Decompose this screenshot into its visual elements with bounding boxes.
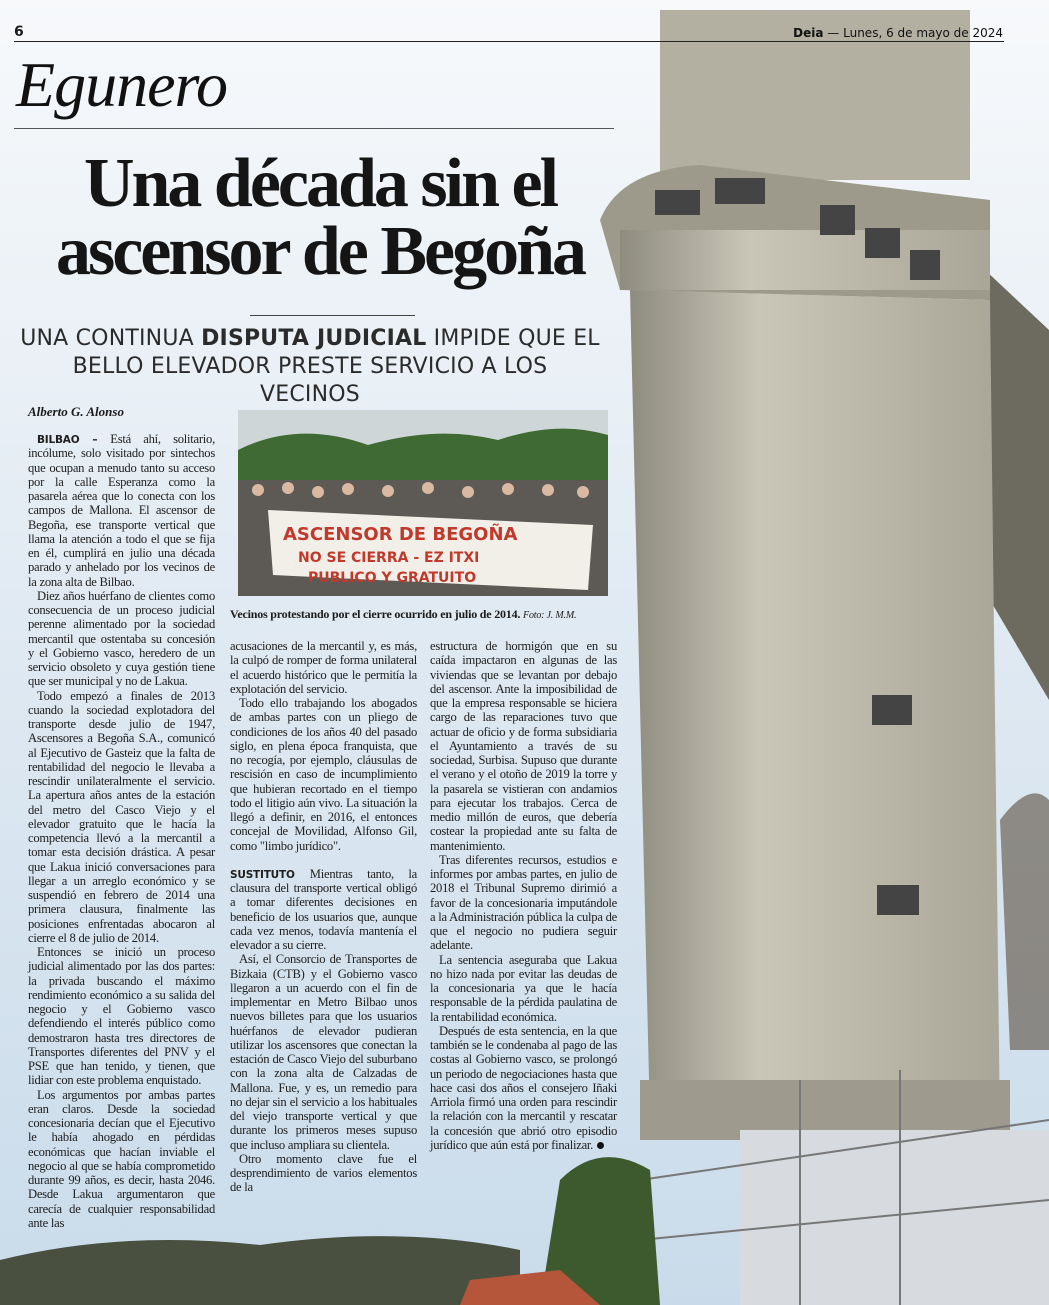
- photo-caption: [230, 607, 576, 622]
- paragraph-text: Otro momento clave fue el desprendimiento de varios elementos de la: [230, 1151, 417, 1195]
- paragraph-text: acusaciones de la mercantil y, es más, la culpó de romper de forma unilateral el acuerdo histórico que le permitía la explotación del servicio.: [230, 639, 417, 696]
- masthead-separator: —: [823, 26, 844, 40]
- article-paragraph: [430, 953, 617, 1024]
- protest-photo: [238, 410, 608, 596]
- banner-text: ASCENSOR DE BEGOÑA: [283, 524, 518, 545]
- article-paragraph: [430, 1024, 617, 1152]
- caption-text: Vecinos protestando por el cierre ocurrido en julio de 2014.: [230, 607, 521, 621]
- paragraph-text: Después de esta sentencia, en la que también se le condenaba al pago de las costas al Gobierno vasco, se prolongó un periodo de negociaciones hasta que hace casi dos años el consejero Iñaki Arriola firmó una orden para rescindir la relación con la mercantil y rescatar la concesión que abrió otro episodio jurídico que aún está por finalizar.: [430, 1023, 617, 1152]
- photo-credit: Foto: J. M.M.: [523, 610, 577, 621]
- article-paragraph: [230, 1152, 417, 1195]
- article-paragraph: [430, 639, 617, 853]
- byline: Alberto G. Alonso: [28, 404, 124, 419]
- paragraph-text: Entonces se inició un proceso judicial alimentado por las dos partes: la privada buscando el máximo rendimiento económico a su salida del negocio y el Gobierno vasco defendiendo el interés público como demostraron hasta tres directores de Transportes diferentes del PNV y el PSE que han tenido, y tienen, que lidiar con este problema enquistado.: [28, 945, 215, 1088]
- end-of-article-mark: [597, 1142, 604, 1149]
- article-paragraph: [28, 945, 215, 1088]
- paragraph-lead: SUSTITUTO: [230, 868, 310, 881]
- paragraph-text: La sentencia aseguraba que Lakua no hizo nada por evitar las deudas de la concesionaria ya que le hacía responsable de la pérdida paulatina de la rentabilidad económica.: [430, 952, 617, 1024]
- paragraph-text: Diez años huérfano de clientes como consecuencia de un proceso judicial perenne alimentado por la sociedad mercantil que ostentaba su concesión y el Gobierno vasco, heredero de un servicio obsoleto y cuya gestión tiene que ser municipal y no de Lakua.: [28, 588, 215, 689]
- paragraph-text: Todo ello trabajando los abogados de ambas partes con un pliego de condiciones de los años 40 del pasado siglo, en plena época franquista, que no recogía, por ejemplo, cláusulas de rescisión en caso de incumplimiento que hubieran recortado en el tiempo todo el litigio aún vivo. La situación la llegó a definir, en 2016, el entonces concejal de Movilidad, Alfonso Gil, como "limbo jurídico".: [230, 696, 417, 853]
- article-paragraph: [28, 689, 215, 946]
- publication-date: Lunes, 6 de mayo de 2024: [843, 26, 1003, 40]
- article-paragraph: [230, 952, 417, 1152]
- paragraph-text: Mientras tanto, la clausura del transporte vertical obligó a tomar diferentes decisiones en beneficio de los usuarios que, aunque cada vez menos, todavía mantenía el elevador a su cierre.: [230, 866, 418, 952]
- article-paragraph: [28, 589, 215, 689]
- article-column-2: [230, 639, 417, 1195]
- article-paragraph: [28, 1088, 215, 1231]
- article-column-3: [430, 639, 617, 1152]
- paragraph-text: Todo empezó a finales de 2013 cuando la sociedad explotadora del transporte desde julio de 1947, Ascensores a Begoña S.A., comunicó al Ejecutivo de Gasteiz que la falta de rentabilidad del negocio le llevaba a rescindir unilateralmente el servicio. La apertura años antes de la estación del metro del Casco Viejo y el elevador gratuito que le hacía la competencia llevó a la mercantil a tomar esta decisión drástica. A pesar que Lakua inició conversaciones para llegar a un arreglo económico y se suspendió en febrero de 2014 una primera clausura, finalmente las posiciones enfrentadas abocaron al cierre el 8 de julio de 2014.: [28, 688, 215, 945]
- article-paragraph: [28, 432, 215, 589]
- paragraph-text: Así, el Consorcio de Transportes de Bizkaia (CTB) y el Gobierno vasco llegaron a un acuerdo con el fin de implementar en Metro Bilbao unos nuevos billetes para que los usuarios huérfanos de elevador pudieran utilizar los ascensores que conectan la estación de Casco Viejo del suburbano con la zona alta de Calzadas de Mallona. Fue, y es, un remedio para no dejar sin el servicio a los habituales del viejo transporte vertical y que durante los primeros meses supuso que incluso ampliara su clientela.: [230, 952, 417, 1152]
- masthead: [793, 26, 1003, 40]
- svg-text:NO SE CIERRA - EZ ITXI: NO SE CIERRA - EZ ITXI: [298, 550, 480, 566]
- article-paragraph: [230, 639, 417, 696]
- subtitle-emphasis: DISPUTA JUDICIAL: [201, 326, 427, 351]
- page-number: 6: [14, 24, 24, 40]
- section-title: Egunero: [16, 49, 228, 120]
- article-paragraph: [230, 696, 417, 853]
- section-rule: [14, 128, 614, 129]
- subtitle-part: IMPIDE QUE EL BELLO ELEVADOR PRESTE SERVICIO A LOS VECINOS: [72, 326, 600, 407]
- paragraph-text: estructura de hormigón que en su caída impactaron en algunas de las viviendas que se levantan por debajo del ascensor. Ante la imposibilidad de que la empresa responsable se hiciera cargo de las reparaciones tuvo que actuar de oficio y de forma subsidiaria el Ayuntamiento a través de su sociedad, Surbisa. Supuso que durante el verano y el otoño de 2019 la torre y la pasarela se vistieran con andamios para ejecutar los trabajos. Cerca de medio millón de euros, que debería costear la propiedad ante su falta de mantenimiento.: [430, 639, 617, 853]
- svg-text:PUBLICO Y GRATUITO: PUBLICO Y GRATUITO: [308, 570, 477, 586]
- paragraph-text: Tras diferentes recursos, estudios e informes por ambas partes, en julio de 2018 el Tribunal Supremo dirimió a favor de la concesionaria imputándole a la Administración pública la culpa de que el negocio no pudiera seguir adelante.: [430, 852, 617, 953]
- paragraph-text: Los argumentos por ambas partes eran claros. Desde la sociedad concesionaria decían que el Ejecutivo le había ahogado en pérdidas económicas que hacían inviable el negocio al que se había comprometido durante 99 años, es decir, hasta 2046. Desde Lakua argumentaron que carecía de cualquier responsabilidad ante las: [28, 1087, 215, 1230]
- headline-rule: [250, 315, 415, 316]
- article-column-1: [28, 432, 215, 1230]
- headline: Una década sin el ascensor de Begoña: [55, 145, 585, 290]
- paragraph-text: Está ahí, solitario, incólume, solo visitado por sintechos que ocupan a menudo tanto su acceso por la calle Esperanza como la pasarela aérea que lo conecta con los campos de Mallona. El ascensor de Begoña, ese transporte vertical que llama la atención a todo el que se fija en él, cumplirá en julio una década parado y anhelado por los vecinos de la zona alta de Bilbao.: [28, 432, 216, 589]
- paragraph-lead: BILBAO –: [37, 434, 111, 446]
- header-rule: [14, 41, 1004, 42]
- publication-name: Deia: [793, 26, 824, 40]
- article-paragraph: [430, 853, 617, 953]
- article-paragraph: [230, 867, 417, 953]
- subtitle-part: UNA CONTINUA: [20, 326, 202, 351]
- subtitle: [20, 325, 600, 409]
